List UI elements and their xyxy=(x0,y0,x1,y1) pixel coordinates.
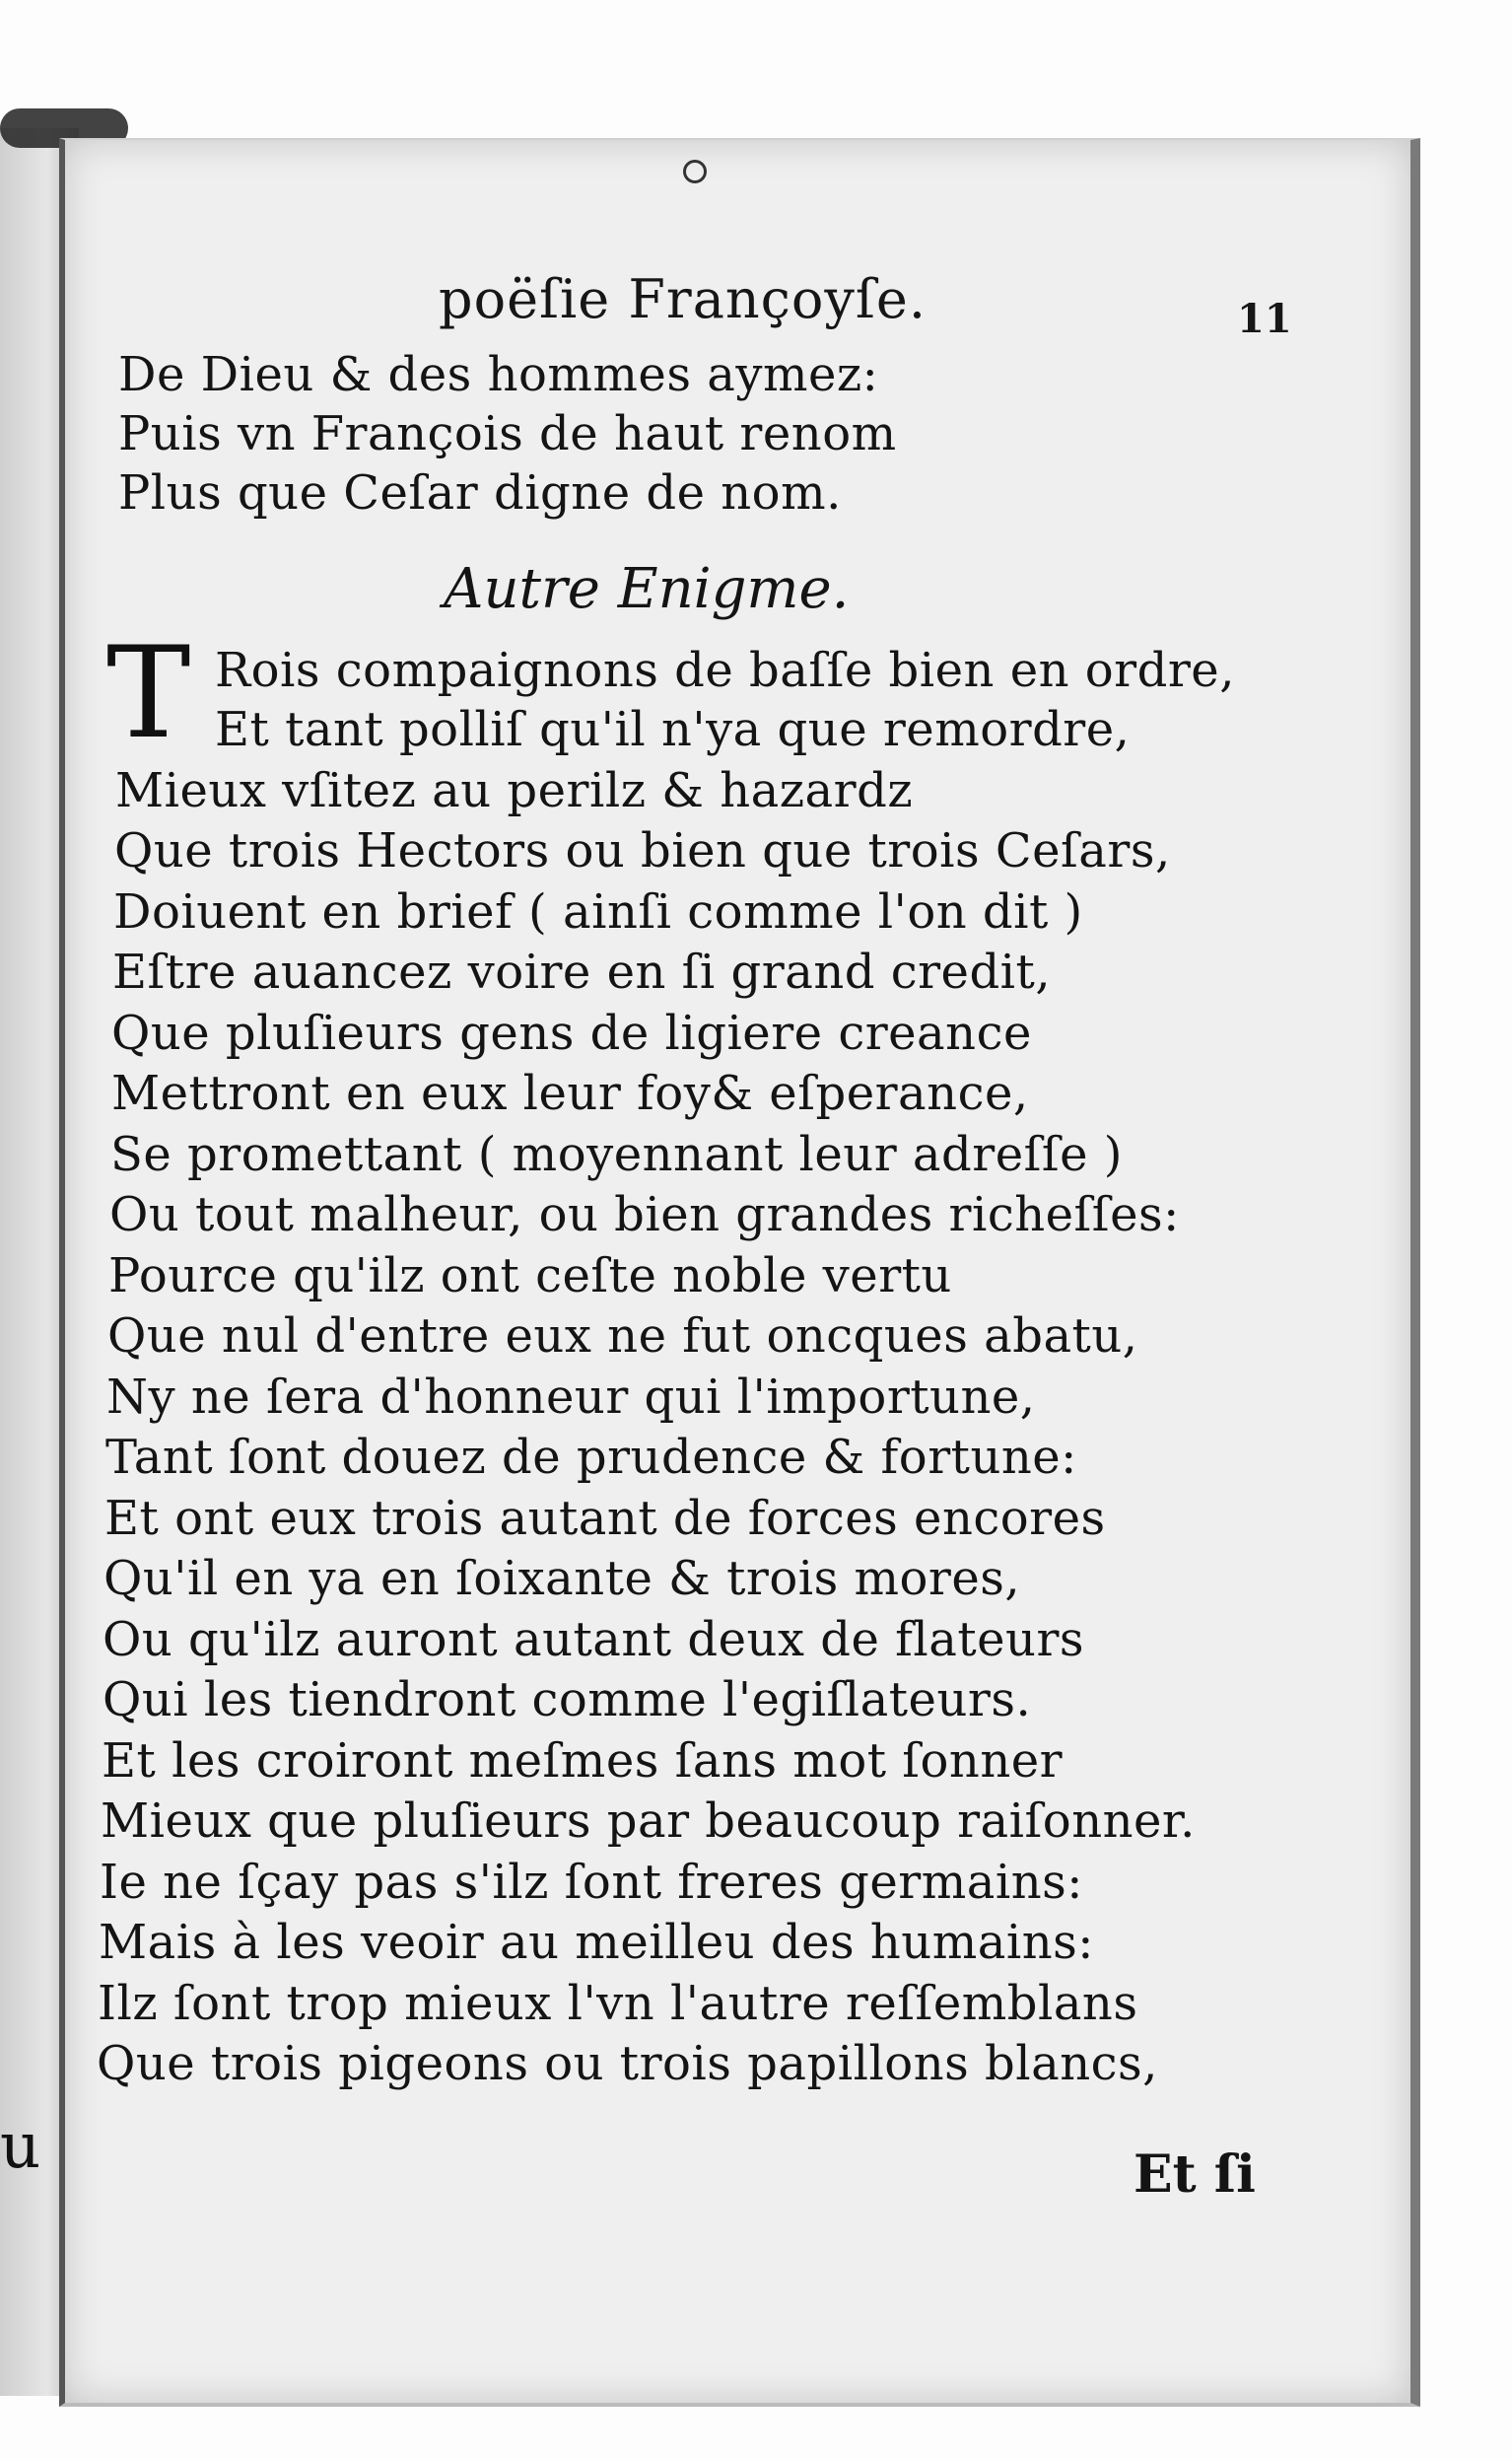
poem-line: Ilz ſont trop mieux l'vn l'autre reſſemblans xyxy=(98,1975,1138,2031)
poem-line: Ou tout malheur, ou bien grandes richeſſes: xyxy=(109,1187,1180,1242)
poem-line: Se promettant ( moyennant leur adreſſe ) xyxy=(110,1126,1124,1182)
poem-line: Mieux que pluſieurs par beaucoup raiſonner. xyxy=(101,1793,1196,1849)
poem-line: Mettront en eux leur foy& eſperance, xyxy=(111,1066,1029,1121)
poem-line: Tant ſont douez de prudence & fortune: xyxy=(105,1430,1077,1485)
poem-line: Que nul d'entre eux ne fut oncques abatu, xyxy=(107,1308,1138,1364)
poem-line: Mieux vſitez au perilz & hazardz xyxy=(115,762,914,818)
poem-line: Doiuent en brief ( ainſi comme l'on dit ) xyxy=(113,883,1083,940)
poem-line: Qu'il en ya en ſoixante & trois mores, xyxy=(103,1551,1021,1606)
poem-line: Mais à les veoir au meilleu des humains: xyxy=(99,1915,1094,1970)
stanza-line: Puis vn François de haut renom xyxy=(118,406,897,461)
poem-line: Et les croiront meſmes ſans mot ſonner xyxy=(102,1732,1064,1789)
facing-page-letter: u xyxy=(0,2110,41,2183)
poem-line: Pource qu'ilz ont ceſte noble vertu xyxy=(108,1247,952,1303)
poem-line: Et ont eux trois autant de forces encores xyxy=(104,1490,1106,1546)
running-title: poëſie Françoyſe. xyxy=(439,268,928,330)
poem-line: Que trois Hectors ou bien que trois Ceſars, xyxy=(114,823,1171,878)
stanza-line: De Dieu & des hommes aymez: xyxy=(118,347,879,402)
poem-first-line: Rois compaignons de baſſe bien en ordre, xyxy=(215,643,1235,698)
stanza-line: Plus que Ceſar digne de nom. xyxy=(118,465,842,521)
folio-number: 11 xyxy=(1237,296,1292,342)
poem-line: Ou qu'ilz auront autant deux de flateurs xyxy=(103,1611,1085,1667)
poem-line: Que pluſieurs gens de ligiere creance xyxy=(111,1005,1032,1061)
catchword: Et ſi xyxy=(1134,2144,1256,2205)
poem-line: Eſtre auancez voire en ſi grand credit, xyxy=(112,945,1052,1000)
poem-line: Et tant polliſ qu'il n'ya que remordre, xyxy=(215,702,1131,757)
poem-line: Ie ne ſçay pas s'ilz ſont freres germains: xyxy=(100,1854,1083,1910)
drop-cap: T xyxy=(106,620,191,767)
poem-line: Qui les tiendront comme l'egiſlateurs. xyxy=(103,1672,1032,1727)
poem-line: Que trois pigeons ou trois papillons blancs, xyxy=(97,2036,1158,2091)
poem-title: Autre Enigme. xyxy=(444,557,850,621)
poem-line: Ny ne ſera d'honneur qui l'importune, xyxy=(106,1369,1036,1425)
